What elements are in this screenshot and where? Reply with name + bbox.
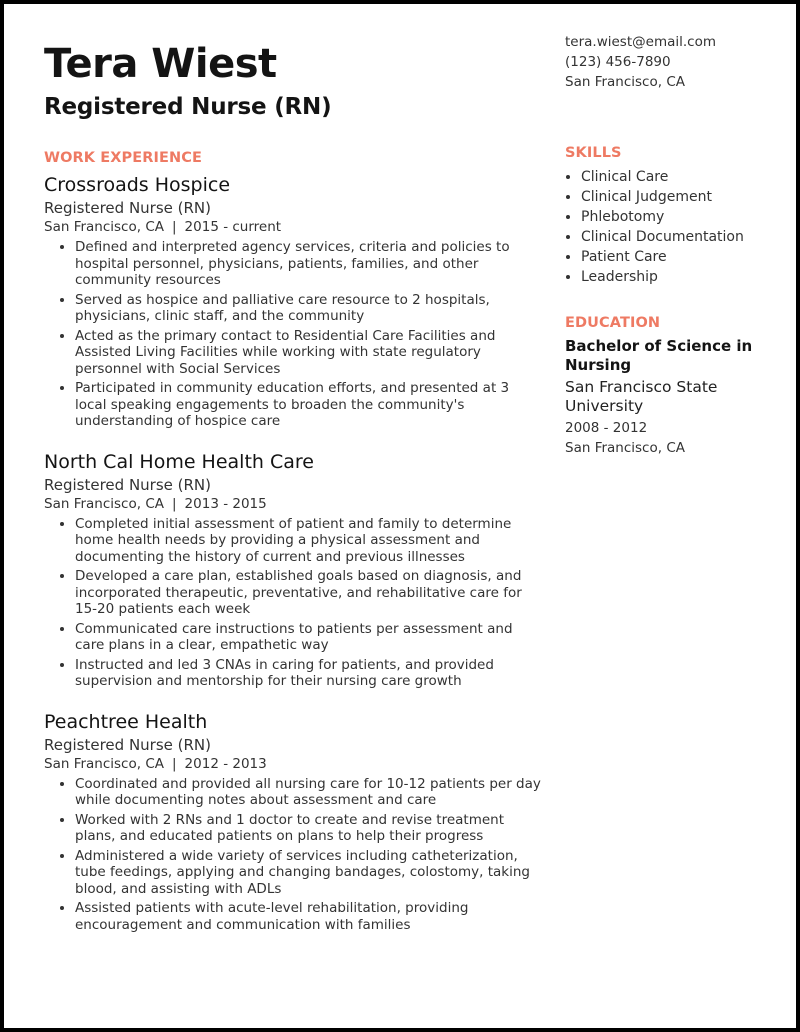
- job-dates: 2012 - 2013: [184, 755, 267, 772]
- skill-item: • Patient Care: [581, 247, 785, 267]
- job-company: Peachtree Health: [44, 710, 208, 733]
- job-meta-separator: |: [171, 495, 177, 512]
- job-bullet: • Worked with 2 RNs and 1 doctor to create and revise treatment plans, and educated patients on plans to help their progress: [75, 812, 544, 845]
- skill-item: • Clinical Documentation: [581, 227, 785, 247]
- job-meta: [44, 495, 544, 514]
- job-bullets: [44, 516, 544, 690]
- job-bullet: • Completed initial assessment of patient and family to determine home health needs by providing a physical assessment and documenting the history of current and previous illnesses: [75, 516, 544, 566]
- job-role: Registered Nurse (RN): [44, 475, 211, 494]
- education-school: San Francisco State University: [565, 378, 718, 415]
- job-bullet: • Administered a wide variety of services including catheterization, tube feedings, applying and changing bandages, colostomy, taking blood, and assisting with ADLs: [75, 848, 544, 898]
- job-dates: 2013 - 2015: [184, 495, 267, 512]
- candidate-name: Tera Wiest: [44, 41, 277, 87]
- job-bullet: • Communicated care instructions to patients per assessment and care plans in a clear, empathetic way: [75, 621, 544, 654]
- job-bullets: [44, 776, 544, 934]
- job-meta-separator: |: [171, 219, 177, 235]
- job-company: North Cal Home Health Care: [44, 450, 314, 473]
- job-bullet: • Coordinated and provided all nursing care for 10-12 patients per day while documenting notes about assessment and care: [75, 776, 544, 809]
- job-bullet: • Served as hospice and palliative care resource to 2 hospitals, physicians, clinic staff, and the community: [75, 292, 544, 325]
- skills-list: [565, 167, 785, 287]
- contact-location: San Francisco, CA: [565, 74, 685, 90]
- job-entry: [44, 449, 544, 690]
- job-company: Crossroads Hospice: [44, 174, 231, 196]
- skill-item: • Clinical Judgement: [581, 187, 785, 207]
- job-role: Registered Nurse (RN): [44, 199, 211, 217]
- job-meta-separator: |: [171, 755, 177, 772]
- skill-item: • Leadership: [581, 267, 785, 287]
- job-role: Registered Nurse (RN): [44, 735, 211, 754]
- education-degree: Bachelor of Science in Nursing: [565, 337, 753, 374]
- job-bullet: • Instructed and led 3 CNAs in caring for patients, and provided supervision and mentorship for their nursing care growth: [75, 657, 544, 690]
- skills-heading: SKILLS: [565, 145, 622, 161]
- job-location: San Francisco, CA: [44, 495, 164, 512]
- job-meta: [44, 218, 544, 237]
- job-bullet: • Assisted patients with acute-level rehabilitation, providing encouragement and communication with families: [75, 900, 544, 933]
- job-entry: [44, 172, 544, 430]
- job-bullet: • Defined and interpreted agency services, criteria and policies to hospital personnel, physicians, patients, families, and other community resources: [75, 239, 544, 289]
- job-bullet: • Acted as the primary contact to Residential Care Facilities and Assisted Living Facilities while working with state regulatory personnel with Social Services: [75, 328, 544, 378]
- job-bullet: • Participated in community education efforts, and presented at 3 local speaking engagements to broaden the community's understanding of hospice care: [75, 380, 544, 430]
- job-bullets: [44, 239, 544, 430]
- job-meta: [44, 755, 544, 774]
- job-location: San Francisco, CA: [44, 219, 164, 235]
- skill-item: • Clinical Care: [581, 167, 785, 187]
- job-entry: [44, 709, 544, 934]
- sidebar-column: [565, 32, 785, 458]
- resume-page: [4, 4, 796, 1028]
- work-experience-heading: WORK EXPERIENCE: [44, 150, 203, 166]
- contact-email: tera.wiest@email.com: [565, 34, 716, 50]
- job-location: San Francisco, CA: [44, 755, 164, 772]
- job-bullet: • Developed a care plan, established goals based on diagnosis, and incorporated therapeutic, preventative, and rehabilitative care for 15-20 patients each week: [75, 568, 544, 618]
- candidate-title: Registered Nurse (RN): [44, 94, 332, 120]
- education-dates: 2008 - 2012: [565, 420, 648, 436]
- contact-block: [565, 32, 785, 92]
- contact-phone: (123) 456-7890: [565, 54, 671, 70]
- skill-item: • Phlebotomy: [581, 207, 785, 227]
- education-heading: EDUCATION: [565, 315, 661, 331]
- job-dates: 2015 - current: [184, 219, 282, 235]
- main-column: [44, 40, 544, 936]
- education-location: San Francisco, CA: [565, 440, 685, 456]
